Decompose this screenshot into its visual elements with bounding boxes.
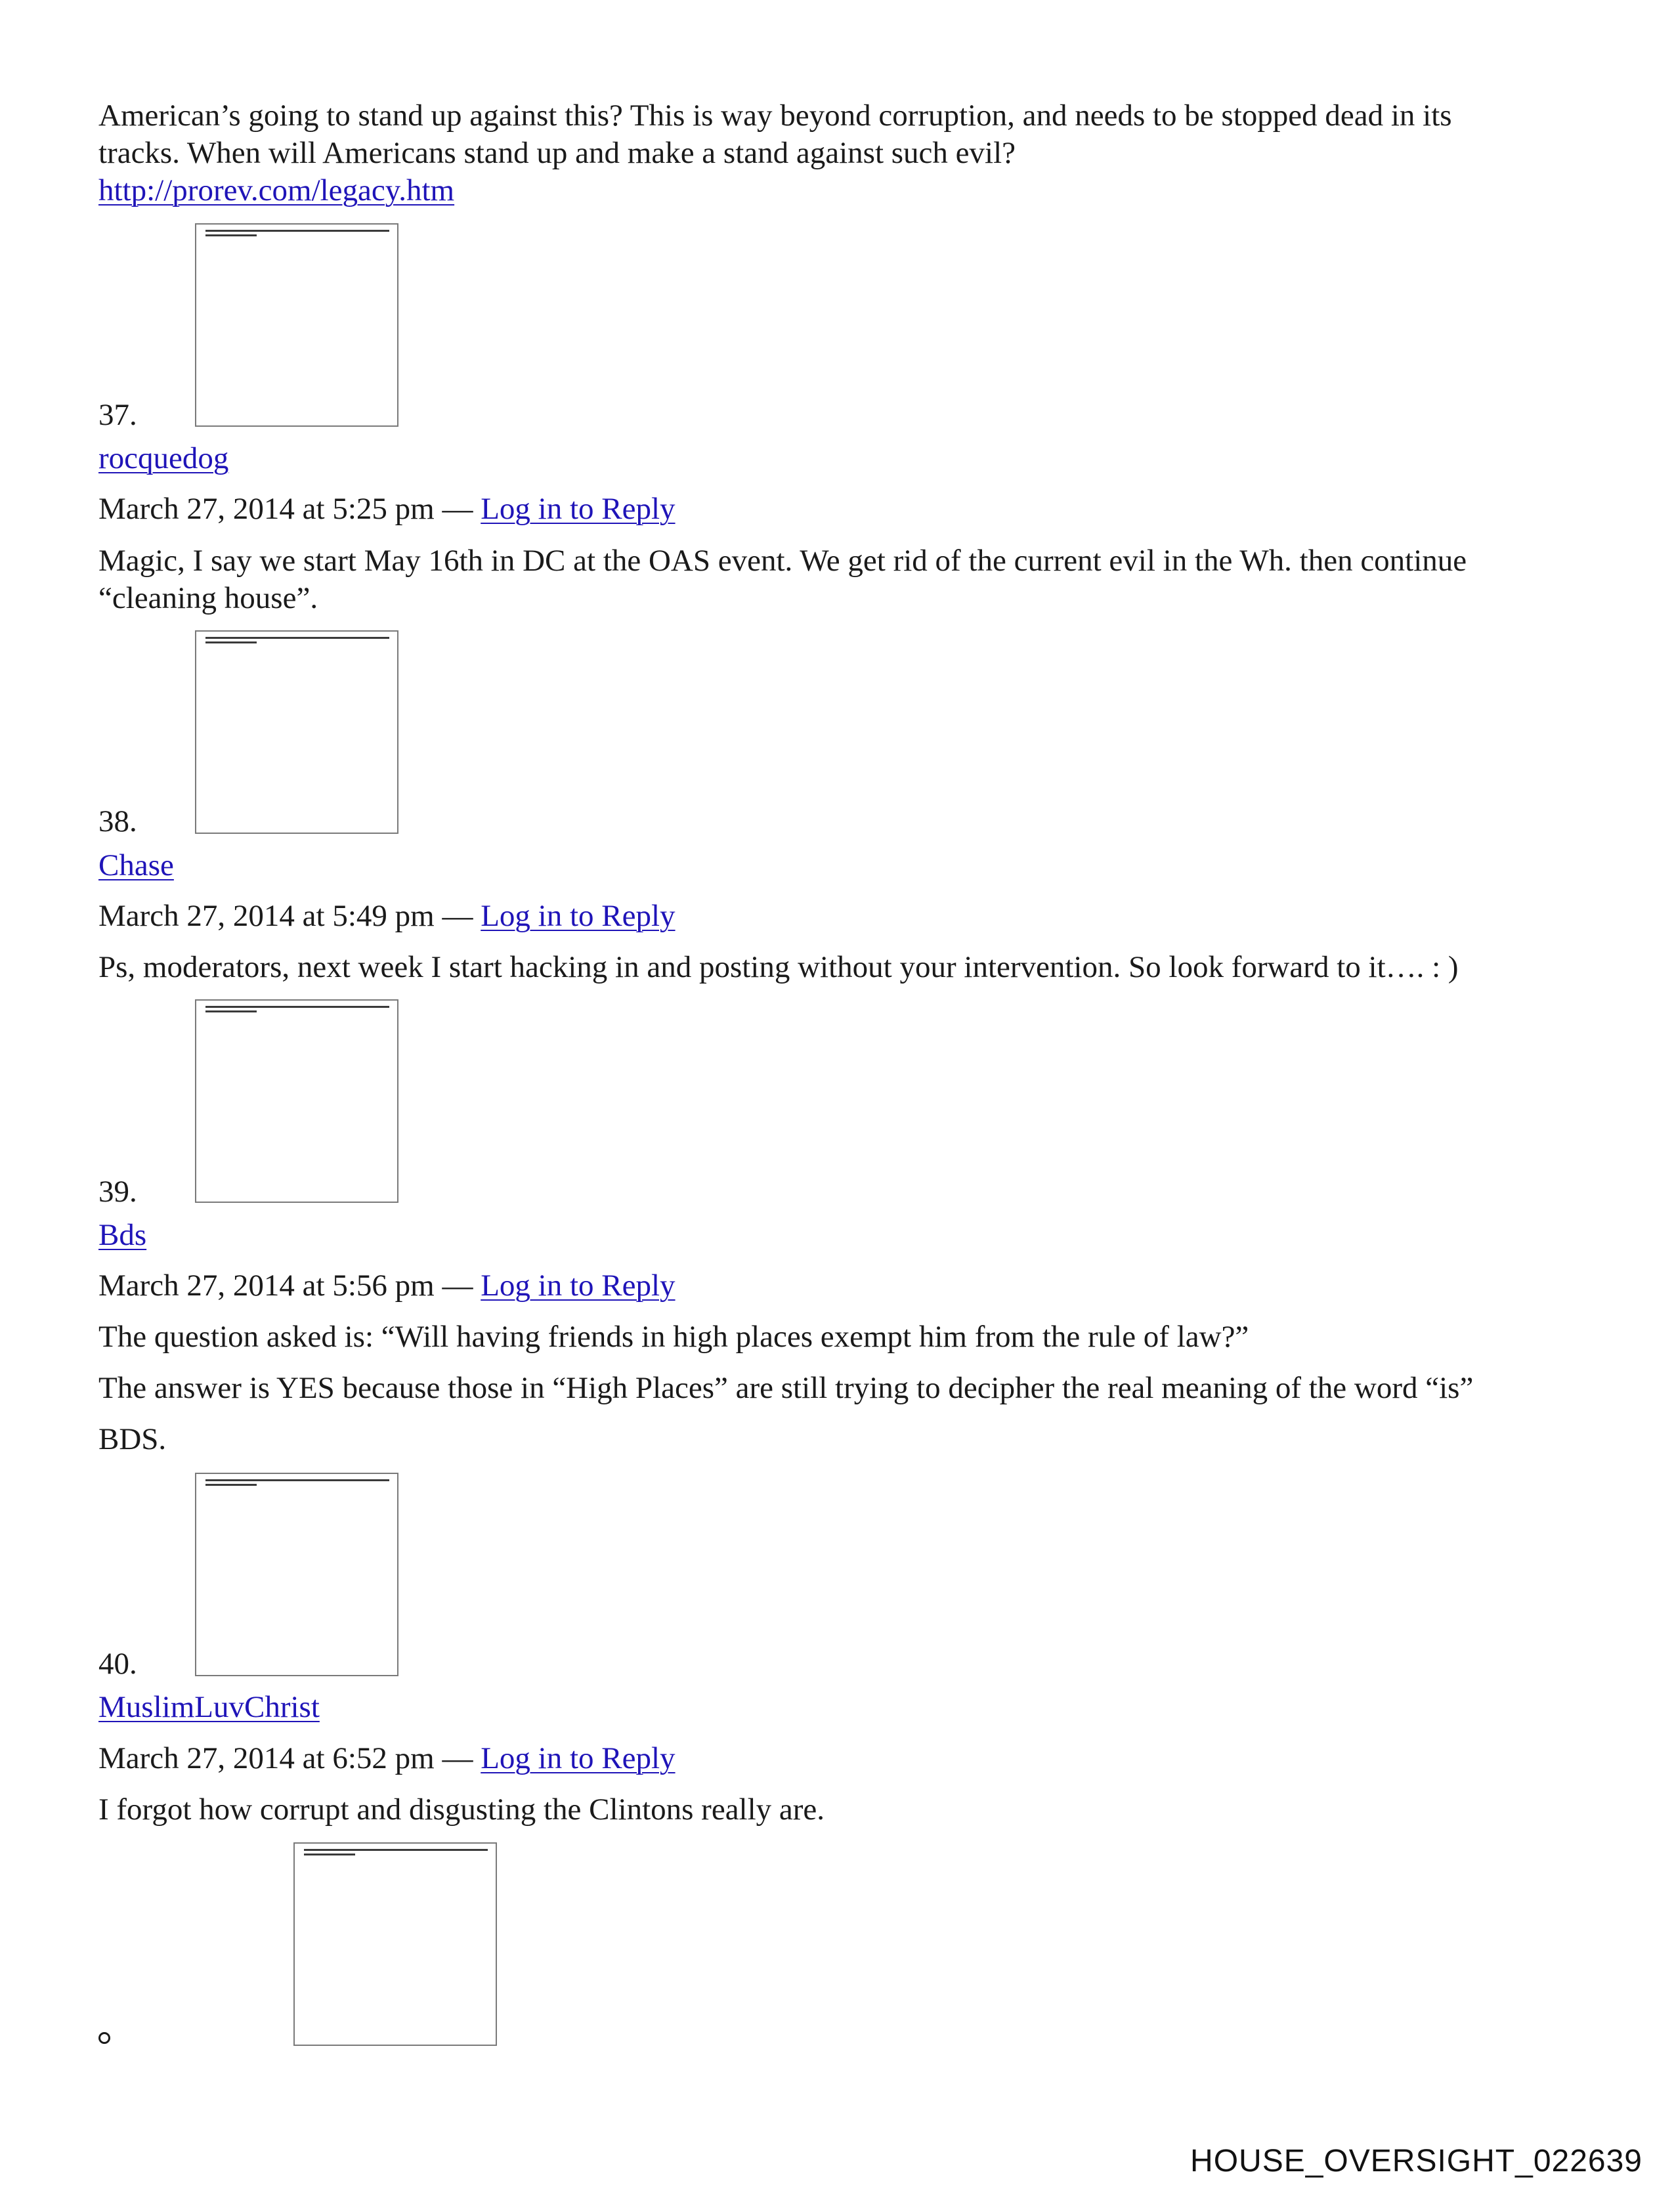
avatar-image: [195, 999, 398, 1203]
comment-meta: [98, 490, 676, 527]
comment-meta: [98, 1267, 676, 1304]
comment-text-line: The question asked is: “Will having friends in high places exempt him from the rule of law?”: [98, 1320, 1249, 1354]
log-in-to-reply-link[interactable]: Log in to Reply: [481, 899, 676, 933]
comment-number: 39.: [98, 1175, 137, 1209]
intro-line-2: tracks. When will Americans stand up and make a stand against such evil?: [98, 136, 1016, 170]
meta-separator: —: [434, 1741, 481, 1775]
author-link-muslimluvchrist[interactable]: MuslimLuvChrist: [98, 1690, 320, 1724]
avatar-image: [293, 1842, 497, 2046]
bates-number: HOUSE_OVERSIGHT_022639: [1190, 2144, 1642, 2179]
meta-separator: —: [434, 899, 481, 933]
comment-number: 38.: [98, 804, 137, 838]
comment-author: [98, 440, 228, 477]
author-link-rocquedog[interactable]: rocquedog: [98, 441, 229, 475]
avatar-placeholder-text: [304, 1849, 488, 1858]
comment-text-line: Ps, moderators, next week I start hacking in and posting without your intervention. So look forward to it…. : ): [98, 950, 1459, 984]
comment-date: March 27, 2014 at 5:56 pm: [98, 1269, 435, 1303]
comment-date: March 27, 2014 at 6:52 pm: [98, 1741, 435, 1775]
avatar-placeholder-text: [205, 1006, 389, 1015]
comment-author: [98, 1689, 320, 1725]
prorev-link[interactable]: http://prorev.com/legacy.htm: [98, 173, 455, 207]
intro-link-line: [98, 172, 454, 209]
comment-text-line: The answer is YES because those in “High Places” are still trying to decipher the real meaning of the word “is”: [98, 1371, 1474, 1405]
avatar-placeholder-text: [205, 1479, 389, 1488]
comment-meta: [98, 898, 676, 934]
comment-text-line: BDS.: [98, 1422, 167, 1456]
avatar-placeholder-text: [205, 637, 389, 646]
comment-text-line: Magic, I say we start May 16th in DC at the OAS event. We get rid of the current evil in the Wh. then continue: [98, 544, 1467, 578]
author-link-chase[interactable]: Chase: [98, 848, 174, 882]
comment-date: March 27, 2014 at 5:49 pm: [98, 899, 435, 933]
comment-meta: [98, 1740, 676, 1777]
comment-author: [98, 847, 174, 884]
intro-line-1: American’s going to stand up against this? This is way beyond corruption, and needs to be stopped dead in its: [98, 98, 1452, 133]
comment-text-line: “cleaning house”.: [98, 581, 318, 615]
comment-number: 40.: [98, 1647, 137, 1681]
meta-separator: —: [434, 1269, 481, 1303]
author-link-bds[interactable]: Bds: [98, 1218, 147, 1252]
log-in-to-reply-link[interactable]: Log in to Reply: [481, 1741, 676, 1775]
log-in-to-reply-link[interactable]: Log in to Reply: [481, 492, 676, 526]
list-bullet-circle: [98, 2032, 110, 2044]
comment-author: [98, 1217, 146, 1253]
meta-separator: —: [434, 492, 481, 526]
log-in-to-reply-link[interactable]: Log in to Reply: [481, 1269, 676, 1303]
avatar-image: [195, 223, 398, 427]
avatar-image: [195, 630, 398, 834]
comment-text-line: I forgot how corrupt and disgusting the Clintons really are.: [98, 1792, 825, 1827]
avatar-image: [195, 1473, 398, 1676]
comment-number: 37.: [98, 398, 137, 432]
avatar-placeholder-text: [205, 230, 389, 239]
comment-date: March 27, 2014 at 5:25 pm: [98, 492, 435, 526]
